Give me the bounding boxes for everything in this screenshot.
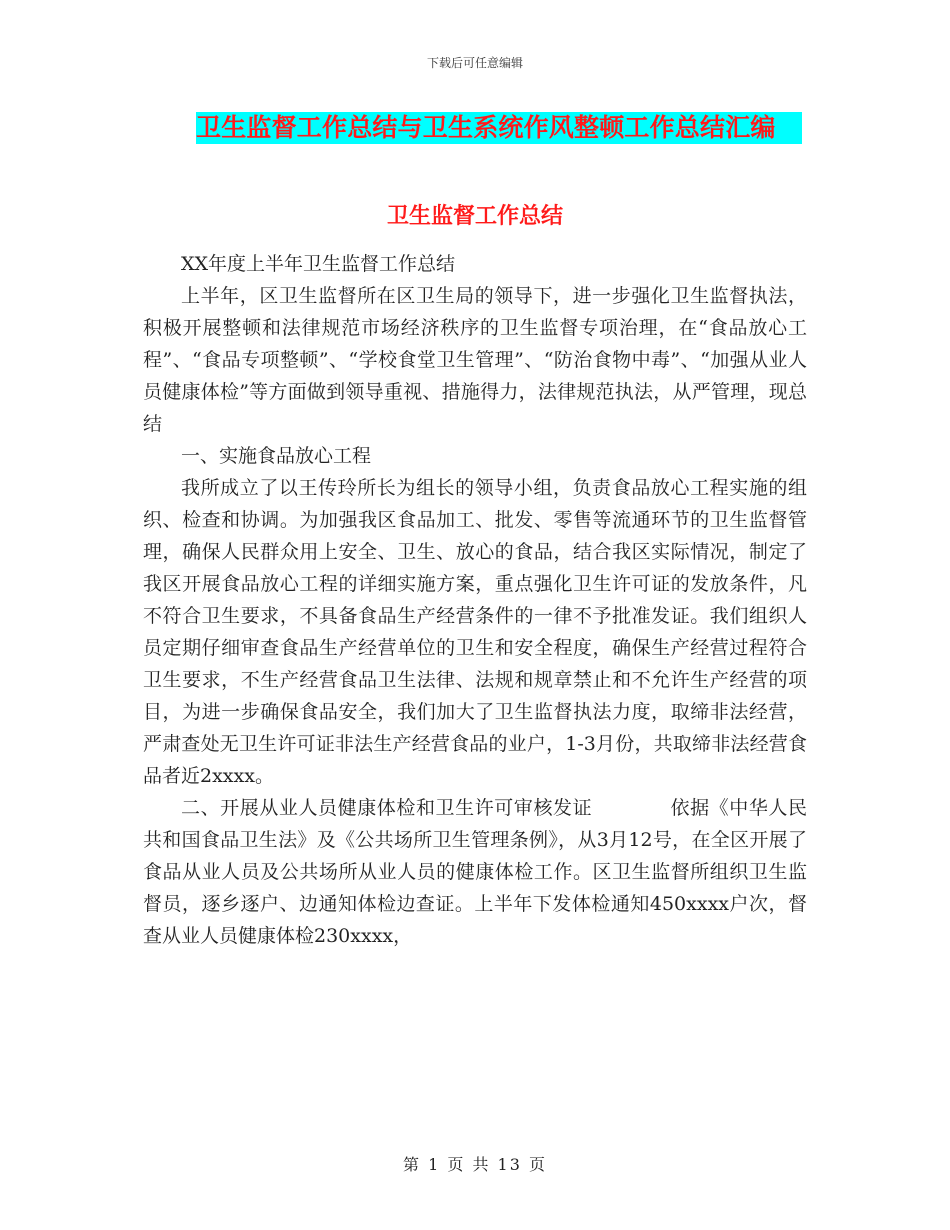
page-footer: 第 1 页 共 13 页 [403,1155,547,1174]
paragraph-subtitle: XX年度上半年卫生监督工作总结 [181,253,456,275]
section-title: 卫生监督工作总结 [386,204,563,229]
paragraph-intro: 上半年，区卫生监督所在区卫生局的领导下，进一步强化卫生监督执法，积极开展整顿和法律规范市场经济秩序的卫生监督专项治理，在“食品放心工程”、“食品专项整顿”、“学校食堂卫生管理”、“防治食物中毒”、“加强从业人员健康体检”等方面做到领导重视、措施得力，法律规范执法，从严管理，现总结 [143,285,807,435]
paragraph-food-safety: 我所成立了以王传玲所长为组长的领导小组，负责食品放心工程实施的组织、检查和协调。为加强我区食品加工、批发、零售等流通环节的卫生监督管理，确保人民群众用上安全、卫生、放心的食品，结合我区实际情况，制定了我区开展食品放心工程的详细实施方案，重点强化卫生许可证的发放条件，凡不符合卫生要求，不具备食品生产经营条件的一律不予批准发证。我们组织人员定期仔细审查食品生产经营单位的卫生和安全程度，确保生产经营过程符合卫生要求，不生产经营食品卫生法律、法规和规章禁止和不允许生产经营的项目，为进一步确保食品安全，我们加大了卫生监督执法力度，取缔非法经营，严肃查处无卫生许可证非法生产经营食品的业户，1-3月份，共取缔非法经营食品者近2xxxx。 [143,477,807,787]
document-title: 卫生监督工作总结与卫生系统作风整顿工作总结汇编 [196,112,802,144]
paragraph-heading-1: 一、实施食品放心工程 [181,445,372,467]
header-note: 下载后可任意编辑 [426,56,523,70]
paragraph-health-check: 二、开展从业人员健康体检和卫生许可审核发证 依据《中华人民共和国食品卫生法》及《公共场所卫生管理条例》，从3月12号，在全区开展了食品从业人员及公共场所从业人员的健康体检工作。区卫生监督所组织卫生监督员，逐乡逐户、边通知体检边查证。上半年下发体检通知450xxxx户次，督查从业人员健康体检230xxxx， [143,797,807,947]
document-body [143,248,807,952]
